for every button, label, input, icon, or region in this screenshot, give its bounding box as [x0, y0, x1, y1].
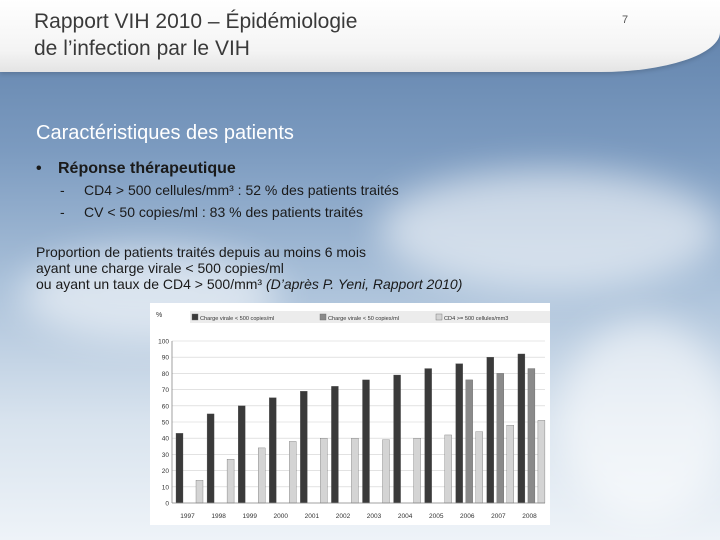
bar: [445, 435, 452, 503]
y-axis-label: %: [156, 312, 163, 319]
legend-label: Charge virale < 500 copies/ml: [200, 316, 275, 322]
x-tick-label: 2007: [491, 513, 506, 520]
bar: [207, 414, 214, 503]
chart-caption: [36, 244, 556, 292]
sub-item-text: CD4 > 500 cellules/mm³ : 52 % des patients traités: [84, 182, 399, 198]
legend-swatch: [192, 314, 198, 320]
y-tick-label: 70: [161, 387, 169, 395]
bar: [351, 438, 358, 503]
y-tick-label: 60: [161, 403, 169, 411]
bar: [394, 375, 401, 503]
x-axis: [172, 503, 545, 520]
y-tick-label: 80: [161, 370, 169, 378]
y-axis: [156, 312, 172, 508]
bar: [518, 354, 525, 503]
legend-swatch: [436, 314, 442, 320]
y-tick-label: 10: [161, 484, 169, 492]
bar: [269, 398, 276, 503]
sub-item-text: CV < 50 copies/ml : 83 % des patients traités: [84, 204, 363, 220]
y-tick-label: 50: [161, 419, 169, 427]
bar: [363, 380, 370, 503]
bar: [331, 386, 338, 503]
page-number: 7: [622, 14, 629, 26]
y-tick-label: 40: [161, 435, 169, 443]
legend-label: Charge virale < 50 copies/ml: [328, 316, 400, 322]
legend-swatch: [320, 314, 326, 320]
bar: [487, 357, 494, 503]
x-tick-label: 2003: [366, 513, 382, 520]
bar: [227, 459, 234, 503]
bar: [383, 440, 390, 503]
y-tick-label: 0: [165, 500, 169, 508]
y-tick-label: 30: [161, 451, 169, 459]
x-tick-label: 1999: [242, 513, 257, 520]
caption-line: Proportion de patients traités depuis au moins 6 mois: [36, 244, 366, 260]
y-tick-label: 100: [158, 338, 169, 346]
chart-panel: [150, 303, 550, 525]
bar: [300, 391, 307, 503]
bar-chart: [150, 303, 550, 525]
slide-title-line-1: Rapport VIH 2010 – Épidémiologie: [34, 10, 358, 33]
bar: [176, 433, 183, 503]
y-tick-label: 90: [161, 354, 169, 362]
section-title: Caractéristiques des patients: [36, 122, 294, 144]
bar: [425, 369, 432, 503]
bullet-item: [36, 160, 236, 178]
bar: [238, 406, 245, 503]
sub-item: [60, 182, 399, 198]
legend-label: CD4 >= 500 cellules/mm3: [444, 316, 509, 322]
x-tick-label: 2008: [522, 513, 537, 520]
bullet-marker: •: [36, 160, 42, 177]
caption-line: ayant une charge virale < 500 copies/ml: [36, 260, 284, 276]
x-tick-label: 2004: [397, 513, 413, 520]
bar: [289, 441, 296, 503]
sub-item: [60, 204, 363, 220]
bar: [538, 420, 545, 503]
chart-bars: [176, 354, 545, 503]
title-banner: [0, 0, 720, 72]
bar: [497, 373, 504, 503]
caption-line: ou ayant un taux de CD4 > 500/mm³: [36, 276, 266, 292]
x-tick-label: 2005: [428, 513, 444, 520]
bar: [456, 364, 463, 503]
bar: [476, 432, 483, 503]
x-tick-label: 2002: [335, 513, 351, 520]
bar: [528, 369, 535, 503]
bar: [196, 480, 203, 503]
bar: [258, 448, 265, 503]
x-tick-label: 2001: [304, 513, 320, 520]
chart-legend: [190, 311, 550, 323]
bullet-text: Réponse thérapeutique: [58, 160, 236, 177]
x-tick-label: 1998: [211, 513, 226, 520]
slide-title-line-2: de l’infection par le VIH: [34, 37, 250, 60]
x-tick-label: 2000: [273, 513, 289, 520]
caption-source: (D’après P. Yeni, Rapport 2010): [265, 276, 463, 292]
bar: [414, 438, 421, 503]
cloud-decoration: [560, 320, 720, 520]
x-tick-label: 2006: [460, 513, 475, 520]
bar: [466, 380, 473, 503]
x-tick-label: 1997: [180, 513, 195, 520]
sub-item-marker: -: [60, 182, 65, 198]
bar: [507, 425, 514, 503]
y-tick-label: 20: [161, 468, 169, 476]
slide-title: [34, 8, 554, 62]
bar: [320, 438, 327, 503]
sub-item-marker: -: [60, 204, 65, 220]
